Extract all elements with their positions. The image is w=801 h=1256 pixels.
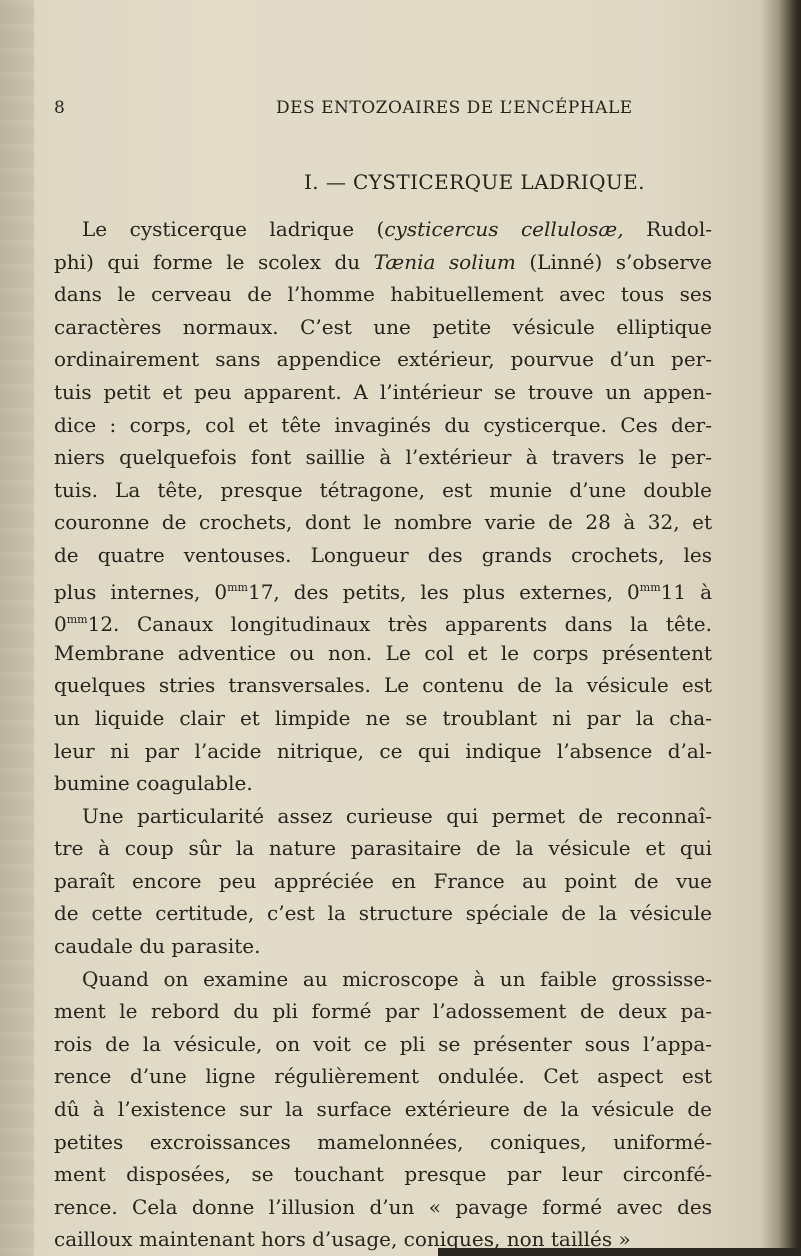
text-line: cailloux maintenant hors d’usage, coniques, non taillés » <box>54 1227 631 1252</box>
text-line <box>54 246 712 279</box>
section-title: I. — CYSTICERQUE LADRIQUE. <box>304 170 645 194</box>
text-line: quelques stries transversales. Le contenu de la vésicule est <box>54 673 712 698</box>
text-line: rois de la vésicule, on voit ce pli se présenter sous l’appa- <box>54 1031 712 1056</box>
text-line: un liquide clair et limpide ne se troublant ni par la cha- <box>54 705 712 730</box>
text-line: rence. Cela donne l’illusion d’un « pavage formé avec des <box>54 1194 712 1219</box>
text-fragment: plus internes, 0 <box>54 579 228 604</box>
text-fragment: Rudol- <box>623 217 713 241</box>
text-line: Quand on examine au microscope à un faible grossisse- <box>82 966 712 991</box>
text-line: ordinairement sans appendice extérieur, pourvue d’un per- <box>54 347 712 372</box>
text-line: paraît encore peu appréciée en France au point de vue <box>54 868 712 893</box>
superscript-unit: mm <box>639 580 661 594</box>
text-line: couronne de crochets, dont le nombre varie de 28 à 32, et <box>54 510 712 535</box>
left-page-shadow <box>0 0 34 1256</box>
text-line: caudale du parasite. <box>54 934 261 959</box>
text-line: bumine coagulable. <box>54 771 253 796</box>
text-fragment: Le cysticerque ladrique ( <box>82 217 385 241</box>
text-line: dans le cerveau de l’homme habituellement avec tous ses <box>54 282 712 307</box>
text-line: Une particularité assez curieuse qui permet de reconnaî- <box>82 803 712 828</box>
text-line: dû à l’existence sur la surface extérieure de la vésicule de <box>54 1097 712 1122</box>
text-line: de quatre ventouses. Longueur des grands crochets, les <box>54 542 712 567</box>
running-title: DES ENTOZOAIRES DE L’ENCÉPHALE <box>276 98 633 118</box>
text-line: dice : corps, col et tête invaginés du cysticerque. Ces der- <box>54 412 712 437</box>
text-fragment: 0 <box>54 612 67 637</box>
text-line: ment disposées, se touchant presque par leur circonfé- <box>54 1162 712 1187</box>
running-head <box>54 98 674 128</box>
text-line: niers quelquefois font saillie à l’extérieur à travers le per- <box>54 445 712 470</box>
text-line: petites excroissances mamelonnées, coniques, uniformé- <box>54 1129 712 1154</box>
text-line <box>54 604 712 637</box>
italic-text: Tænia solium <box>373 249 516 274</box>
text-fragment: 11 à <box>660 579 712 604</box>
text-line <box>54 213 712 246</box>
italic-text: cysticercus cellulosæ, <box>384 217 624 241</box>
text-line: tuis petit et peu apparent. A l’intérieur se trouve un appen- <box>54 379 712 404</box>
text-line: leur ni par l’acide nitrique, ce qui indique l’absence d’al- <box>54 738 712 763</box>
text-line: Membrane adventice ou non. Le col et le corps présentent <box>54 640 712 665</box>
text-fragment: (Linné) s’observe <box>515 249 712 274</box>
right-page-edge <box>779 0 801 1256</box>
text-line: caractères normaux. C’est une petite vésicule elliptique <box>54 314 712 339</box>
text-fragment: 12. Canaux longitudinaux très apparents dans la tête. <box>87 612 712 637</box>
text-line: tre à coup sûr la nature parasitaire de la vésicule et qui <box>54 836 712 861</box>
text-line: rence d’une ligne régulièrement ondulée. Cet aspect est <box>54 1064 712 1089</box>
text-line: tuis. La tête, presque tétragone, est munie d’une double <box>54 477 712 502</box>
text-line: ment le rebord du pli formé par l’adossement de deux pa- <box>54 999 712 1024</box>
text-line <box>54 572 712 605</box>
superscript-unit: mm <box>66 613 88 627</box>
text-fragment: phi) qui forme le scolex du <box>54 249 374 274</box>
body-text <box>54 213 712 1256</box>
page-number: 8 <box>54 98 66 118</box>
text-line: de cette certitude, c’est la structure spéciale de la vésicule <box>54 901 712 926</box>
text-fragment: 17, des petits, les plus externes, 0 <box>247 579 640 604</box>
superscript-unit: mm <box>227 580 248 594</box>
